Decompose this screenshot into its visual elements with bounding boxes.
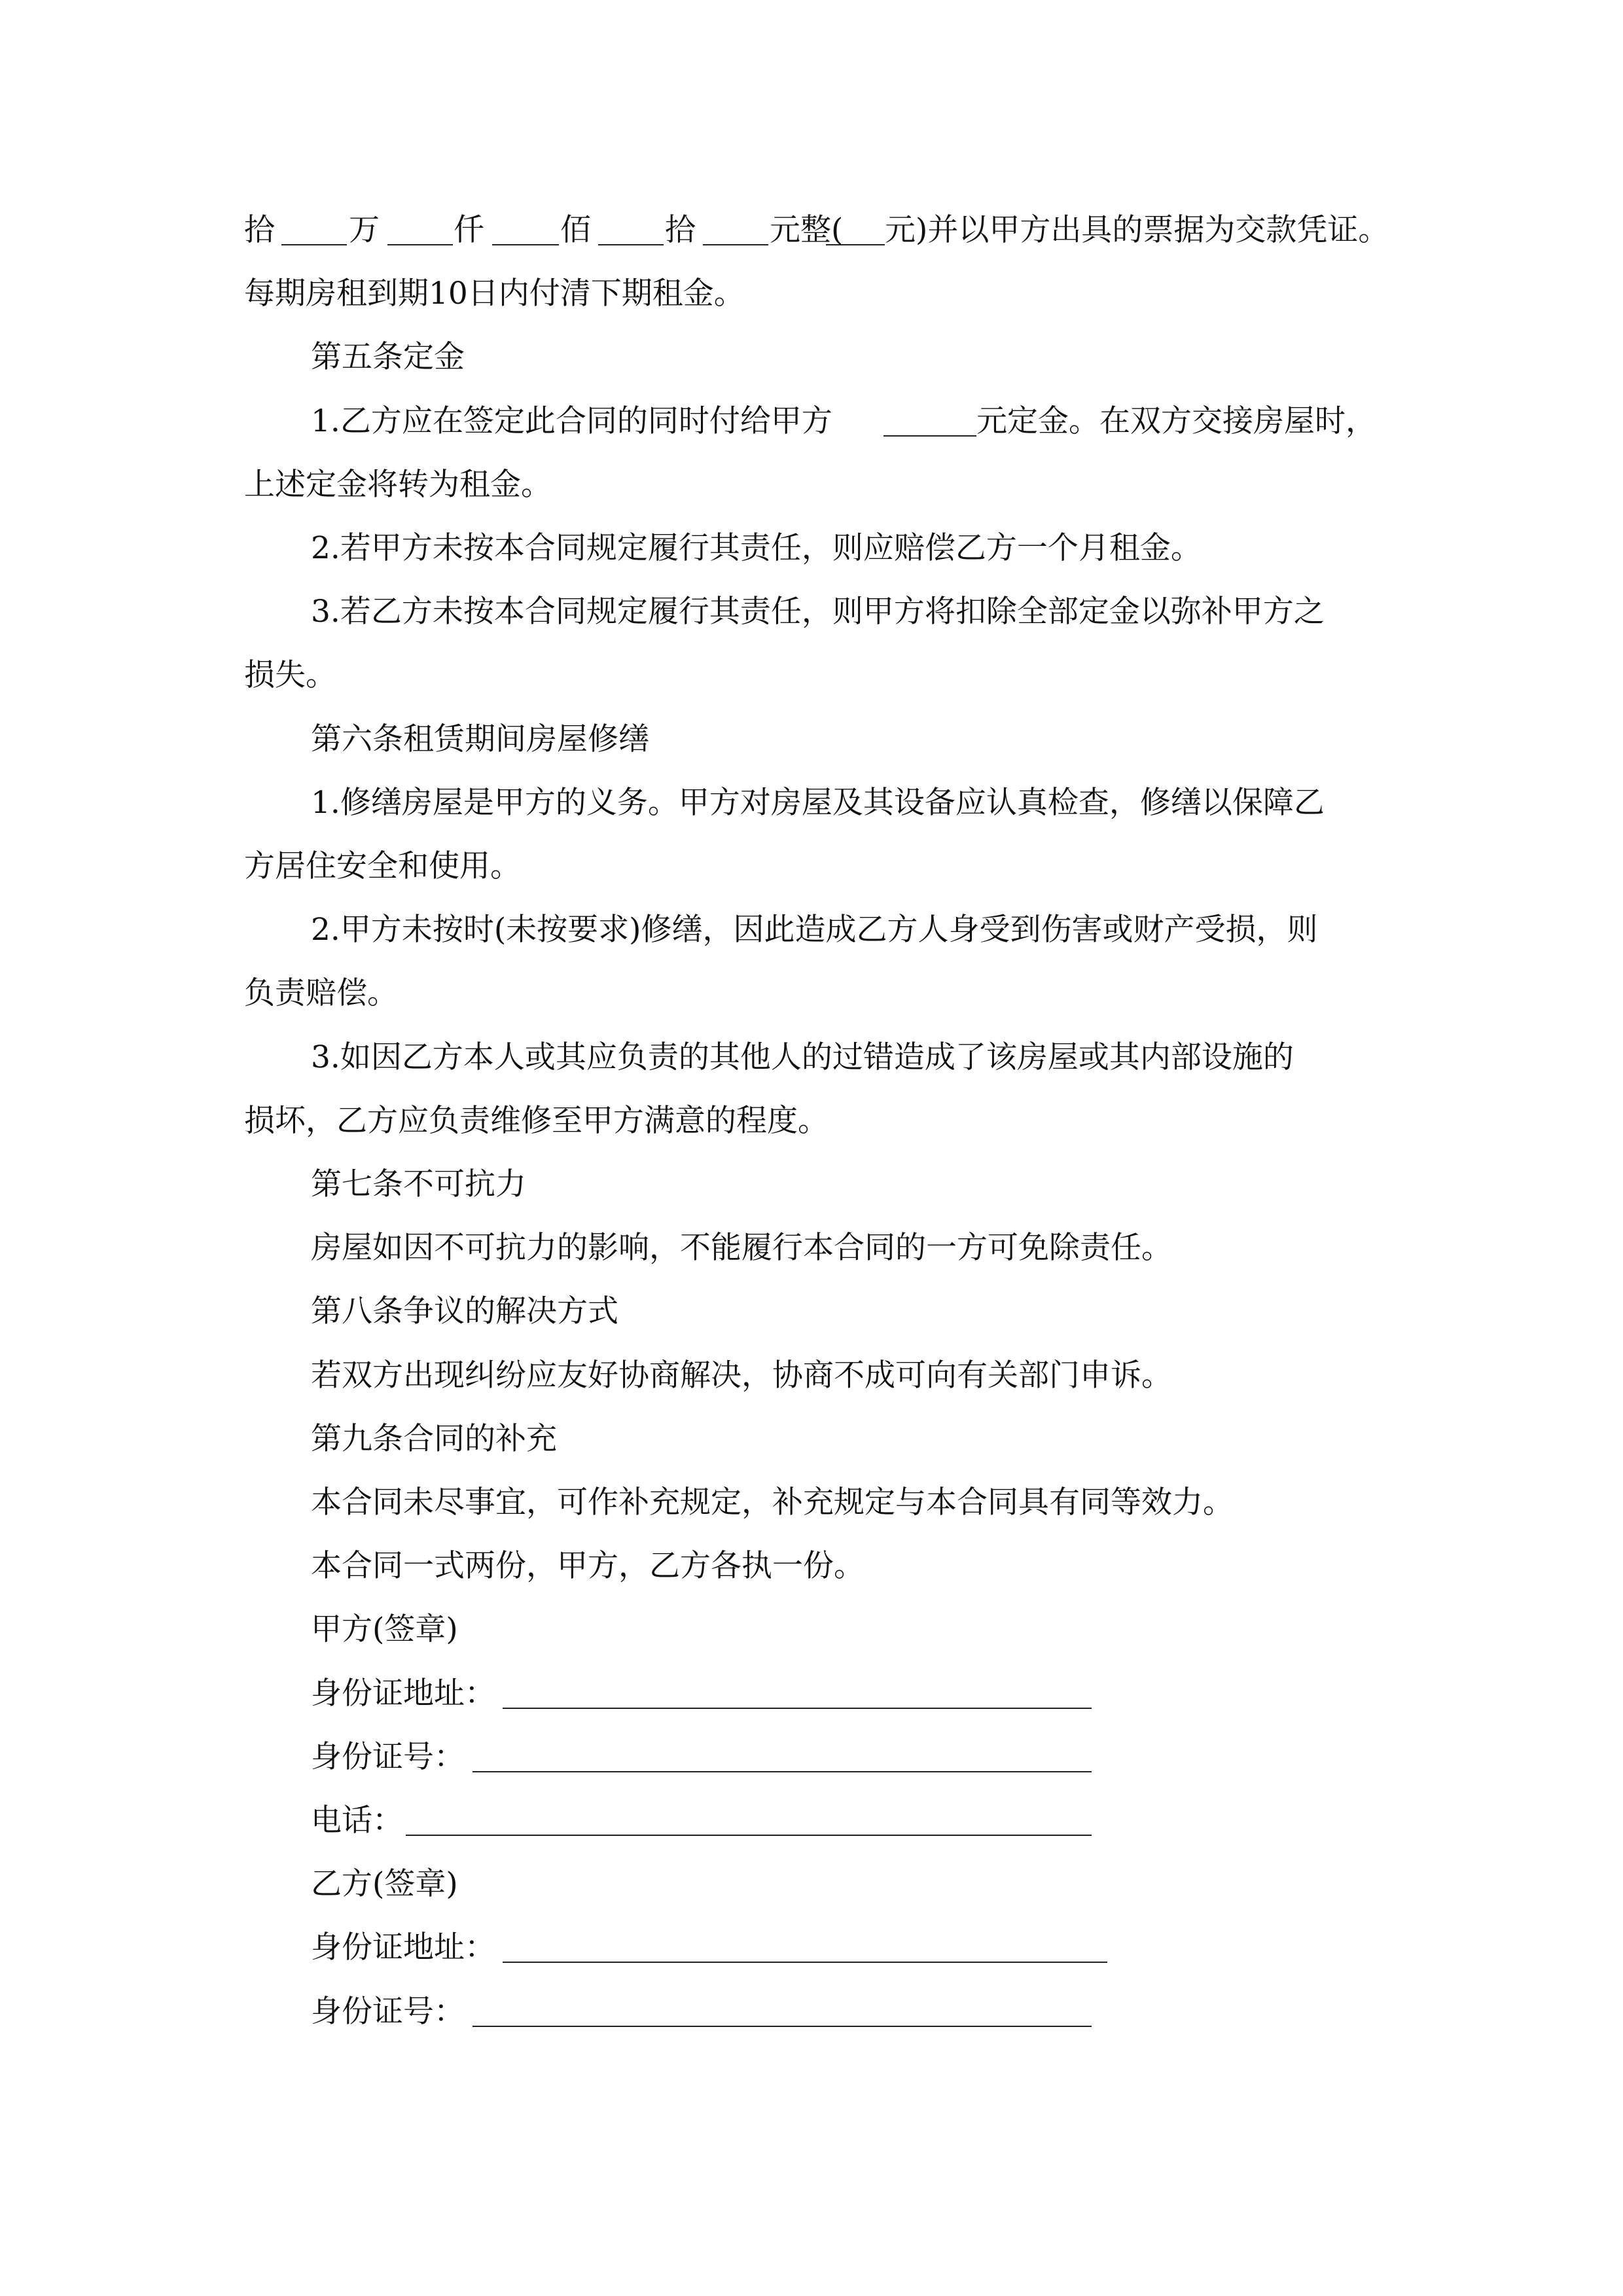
text-segment: 损失。 [244,657,336,694]
text-line [0,1279,1623,1344]
text-line [0,389,1623,454]
text-segment: 身份证地址： [311,1675,495,1712]
text-line [0,770,1623,836]
fill-in-blank[interactable] [406,1788,1092,1854]
text-segment: 甲方(签章) [311,1611,458,1648]
text-segment: 1.修缮房屋是甲方的义务。甲方对房屋及其设备应认真检查，修缮以保障乙 [311,784,1325,821]
text-segment: 房屋如因不可抗力的影响，不能履行本合同的一方可免除责任。 [311,1230,1172,1266]
text-line [0,198,1623,263]
text-segment: 万 [349,212,380,248]
text-line [0,897,1623,963]
text-line [0,834,1623,899]
fill-in-blank[interactable] [703,198,768,263]
fill-in-blank[interactable] [473,1725,1092,1790]
text-line [0,707,1623,772]
fill-in-blank[interactable] [492,198,559,263]
text-segment: 1.乙方应在签定此合同的同时付给甲方 [311,403,832,439]
text-line [0,1852,1623,1917]
text-segment: 元整( [770,212,844,248]
text-segment: 第六条租赁期间房屋修缮 [311,721,649,757]
text-segment: 2.甲方未按时(未按要求)修缮，因此造成乙方人身受到伤害或财产受损，则 [311,912,1318,948]
text-segment: 本合同未尽事宜，可作补充规定，补充规定与本合同具有同等效力。 [311,1484,1234,1520]
text-segment: 拾 [665,212,696,248]
fill-in-blank[interactable] [281,198,347,263]
fill-in-blank[interactable] [503,1661,1092,1727]
fill-in-blank[interactable] [598,198,664,263]
text-segment: 电话： [311,1803,403,1839]
text-line [0,1343,1623,1408]
text-segment: 方居住安全和使用。 [244,848,521,884]
text-segment: 上述定金将转为租金。 [244,466,552,503]
text-line [0,961,1623,1026]
fill-in-blank[interactable] [826,198,885,263]
fill-in-blank[interactable] [883,389,976,454]
text-line [0,1534,1623,1599]
text-line [0,1215,1623,1281]
text-segment: 若双方出现纠纷应友好协商解决，协商不成可向有关部门申诉。 [311,1357,1172,1393]
text-segment: 身份证号： [311,1993,465,2030]
text-segment: 身份证号： [311,1738,465,1775]
text-line [0,1915,1623,1981]
fill-in-blank[interactable] [503,1915,1107,1981]
text-line [0,1025,1623,1090]
text-segment: 拾 [244,212,275,248]
text-segment: 负责赔偿。 [244,975,398,1012]
text-line [0,452,1623,518]
text-segment: 身份证地址： [311,1929,495,1966]
text-segment: 2.若甲方未按本合同规定履行其责任，则应赔偿乙方一个月租金。 [311,530,1202,566]
text-segment: 第七条不可抗力 [311,1166,526,1202]
text-line [0,1725,1623,1790]
text-segment: 元定金。在双方交接房屋时， [976,403,1376,439]
text-line [0,1597,1623,1662]
text-segment: 元)并以甲方出具的票据为交款凭证。 [885,212,1389,248]
fill-in-blank[interactable] [387,198,453,263]
text-line [0,579,1623,645]
text-line [0,1979,1623,2045]
text-line [0,1470,1623,1535]
text-segment: 每期房租到期10日内付清下期租金。 [244,276,745,312]
fill-in-blank[interactable] [473,1979,1092,2045]
text-segment: 第五条定金 [311,339,465,376]
text-line [0,261,1623,327]
text-segment: 3.若乙方未按本合同规定履行其责任，则甲方将扣除全部定金以弥补甲方之 [311,594,1325,630]
text-segment: 第九条合同的补充 [311,1420,557,1457]
text-line [0,516,1623,581]
text-line [0,1152,1623,1217]
text-segment: 本合同一式两份，甲方，乙方各执一份。 [311,1548,865,1585]
text-segment: 乙方(签章) [311,1866,458,1903]
text-line [0,1788,1623,1854]
text-line [0,1661,1623,1727]
text-line [0,1088,1623,1154]
text-line [0,1407,1623,1472]
text-segment: 第八条争议的解决方式 [311,1293,618,1330]
text-line [0,325,1623,390]
text-segment: 损坏，乙方应负责维修至甲方满意的程度。 [244,1102,829,1139]
text-line [0,643,1623,708]
text-segment: 仟 [454,212,484,248]
text-segment: 佰 [560,212,591,248]
text-segment: 3.如因乙方本人或其应负责的其他人的过错造成了该房屋或其内部设施的 [311,1039,1294,1075]
